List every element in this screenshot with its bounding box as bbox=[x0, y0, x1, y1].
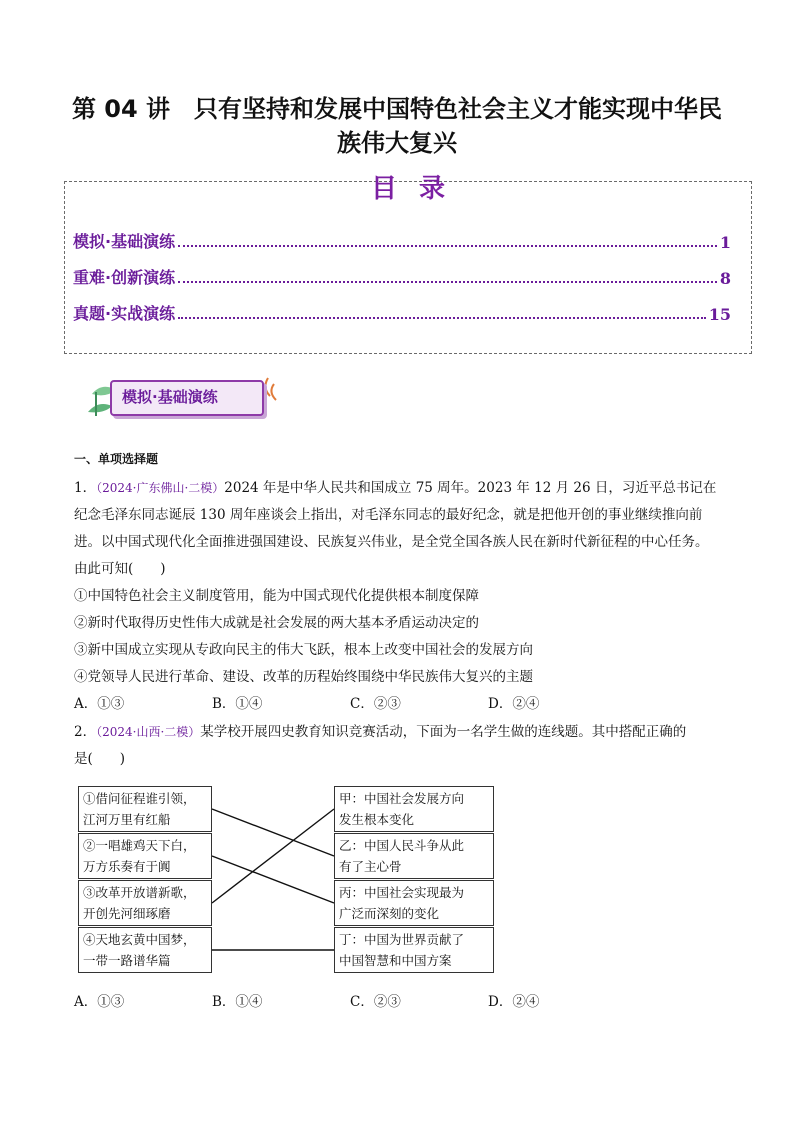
q1-options bbox=[74, 692, 626, 712]
q1-line-1 bbox=[74, 476, 716, 496]
q2-options bbox=[74, 990, 626, 1010]
toc-item-page: 15 bbox=[708, 305, 731, 324]
q2-option-c[interactable]: C．②③ bbox=[350, 994, 401, 1010]
right-item-yi bbox=[334, 833, 494, 879]
title-line-1: 第 04 讲 只有坚持和发展中国特色社会主义才能实现中华民 bbox=[71, 95, 723, 123]
left-item-text: ③改革开放谱新歌， bbox=[83, 885, 196, 900]
toc-item-page: 1 bbox=[719, 233, 731, 252]
q2-line-1 bbox=[74, 720, 686, 740]
right-item-text: 发生根本变化 bbox=[339, 812, 415, 827]
right-item-bing bbox=[334, 880, 494, 926]
matching-diagram bbox=[78, 786, 494, 976]
toc-heading: 目录 bbox=[370, 174, 467, 204]
q1-line-4: 由此可知( ) bbox=[74, 561, 166, 577]
right-item-text: 有了主心骨 bbox=[339, 859, 402, 874]
toc-item-label: 模拟·基础演练 bbox=[73, 232, 176, 251]
left-item-text: ①借问征程谁引领， bbox=[83, 791, 196, 806]
toc-item-3[interactable] bbox=[73, 300, 731, 324]
toc-item-1[interactable] bbox=[73, 228, 731, 252]
q1-option-b[interactable]: B．①④ bbox=[212, 696, 263, 712]
q1-source: （2024·广东佛山·二模） bbox=[96, 481, 225, 495]
match-line-3-jia bbox=[212, 809, 334, 903]
q2-source: （2024·山西·二模） bbox=[96, 725, 201, 739]
toc-item-2[interactable] bbox=[73, 264, 731, 288]
toc-leader-dots bbox=[178, 281, 717, 283]
left-item-text: ②一唱雄鸡天下白， bbox=[83, 838, 196, 853]
q1-statement-1: ①中国特色社会主义制度管用，能为中国式现代化提供根本制度保障 bbox=[74, 588, 479, 604]
toc-item-label: 真题·实战演练 bbox=[73, 304, 176, 323]
q1-statement-3: ③新中国成立实现从专政向民主的伟大飞跃，根本上改变中国社会的发展方向 bbox=[74, 642, 533, 658]
toc-box bbox=[64, 174, 752, 354]
q2-line-2: 是( ) bbox=[74, 751, 126, 767]
match-line-2-bing bbox=[212, 856, 334, 903]
q1-line-2: 纪念毛泽东同志诞辰 130 周年座谈会上指出，对毛泽东同志的最好纪念，就是把他开创的事业继续推向前 bbox=[74, 507, 703, 523]
badge-label: 模拟·基础演练 bbox=[122, 388, 218, 406]
left-item-text: 一带一路谱华篇 bbox=[83, 953, 171, 968]
right-item-ding bbox=[334, 927, 494, 973]
q2-option-a[interactable]: A．①③ bbox=[74, 994, 125, 1010]
left-item-text: 开创先河细琢磨 bbox=[83, 906, 171, 921]
left-item-text: ④天地玄黄中国梦， bbox=[83, 932, 196, 947]
q2-option-b[interactable]: B．①④ bbox=[212, 994, 263, 1010]
q1-text: 2024 年是中华人民共和国成立 75 周年。2023 年 12 月 26 日，习近平总书记在 bbox=[224, 480, 717, 496]
left-item-2 bbox=[78, 833, 212, 879]
q1-number: 1． bbox=[74, 480, 97, 496]
q2-number: 2． bbox=[74, 724, 97, 740]
right-item-jia bbox=[334, 786, 494, 832]
left-item-4 bbox=[78, 927, 212, 973]
q2-option-d[interactable]: D．②④ bbox=[488, 994, 540, 1010]
section-badge bbox=[82, 372, 282, 422]
q1-line-3: 进。以中国式现代化全面推进强国建设、民族复兴伟业，是全党全国各族人民在新时代新征程的中心任务。 bbox=[74, 534, 709, 550]
toc-leader-dots bbox=[178, 317, 706, 319]
q1-statement-4: ④党领导人民进行革命、建设、改革的历程始终围绕中华民族伟大复兴的主题 bbox=[74, 669, 533, 685]
toc-item-page: 8 bbox=[719, 269, 731, 288]
right-item-text: 丁：中国为世界贡献了 bbox=[339, 932, 465, 947]
q1-option-d[interactable]: D．②④ bbox=[488, 696, 540, 712]
match-line-1-yi bbox=[212, 809, 334, 856]
right-item-text: 甲：中国社会发展方向 bbox=[339, 791, 465, 806]
toc-item-label: 重难·创新演练 bbox=[73, 268, 176, 287]
q1-option-a[interactable]: A．①③ bbox=[74, 696, 125, 712]
q1-statement-2: ②新时代取得历史性伟大成就是社会发展的两大基本矛盾运动决定的 bbox=[74, 615, 479, 631]
left-item-text: 万方乐奏有于阗 bbox=[83, 859, 171, 874]
q1-option-c[interactable]: C．②③ bbox=[350, 696, 401, 712]
right-item-text: 乙：中国人民斗争从此 bbox=[339, 838, 465, 853]
toc-leader-dots bbox=[178, 245, 717, 247]
page-title bbox=[60, 92, 734, 160]
right-item-text: 丙：中国社会实现最为 bbox=[339, 885, 465, 900]
left-item-1 bbox=[78, 786, 212, 832]
right-item-text: 中国智慧和中国方案 bbox=[339, 953, 452, 968]
left-item-3 bbox=[78, 880, 212, 926]
right-item-text: 广泛而深刻的变化 bbox=[339, 906, 440, 921]
title-line-2: 族伟大复兴 bbox=[337, 129, 457, 157]
q2-text: 某学校开展四史教育知识竞赛活动，下面为一名学生做的连线题。其中搭配正确的 bbox=[200, 724, 687, 740]
section-title: 一、单项选择题 bbox=[74, 452, 159, 466]
left-item-text: 江河万里有红船 bbox=[83, 812, 171, 827]
